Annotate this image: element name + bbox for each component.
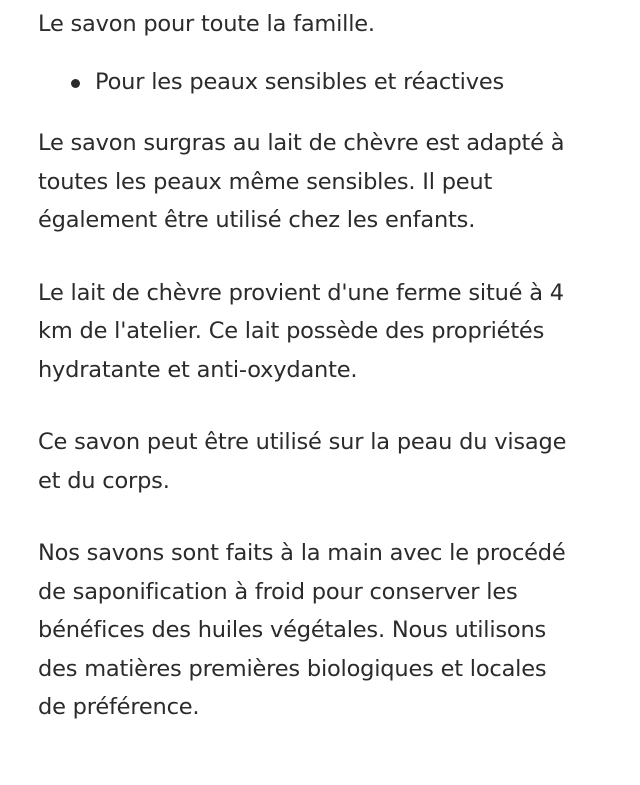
- line: bénéfices des huiles végétales. Nous utilisons: [38, 617, 547, 643]
- line: Ce savon peut être utilisé sur la peau du visage: [38, 429, 567, 455]
- product-description: [38, 5, 628, 761]
- feature-item-text: Pour les peaux sensibles et réactives: [95, 68, 504, 95]
- line: de saponification à froid pour conserver les: [38, 578, 518, 605]
- feature-list: [38, 63, 628, 102]
- line: Le lait de chèvre provient d'une ferme situé à 4: [38, 279, 564, 306]
- line: des matières premières biologiques et locales: [38, 655, 547, 682]
- intro-text: Le savon pour toute la famille.: [38, 11, 375, 37]
- line: Le savon surgras au lait de chèvre est adapté à: [38, 130, 565, 156]
- line: également être utilisé chez les enfants.: [38, 207, 476, 233]
- line: Nos savons sont faits à la main avec le procédé: [38, 540, 566, 566]
- paragraph-goat-milk: [38, 274, 628, 390]
- line: de préférence.: [38, 694, 200, 720]
- paragraph-usage: [38, 423, 628, 500]
- line: km de l'atelier. Ce lait possède des propriétés: [38, 318, 545, 344]
- feature-item: [38, 63, 628, 102]
- line: toutes les peaux même sensibles. Il peut: [38, 168, 493, 195]
- line: hydratante et anti-oxydante.: [38, 356, 358, 383]
- line: et du corps.: [38, 467, 170, 494]
- bullet-dot-icon: [71, 79, 80, 88]
- paragraph-process: [38, 534, 628, 727]
- paragraph-suitability: [38, 124, 628, 240]
